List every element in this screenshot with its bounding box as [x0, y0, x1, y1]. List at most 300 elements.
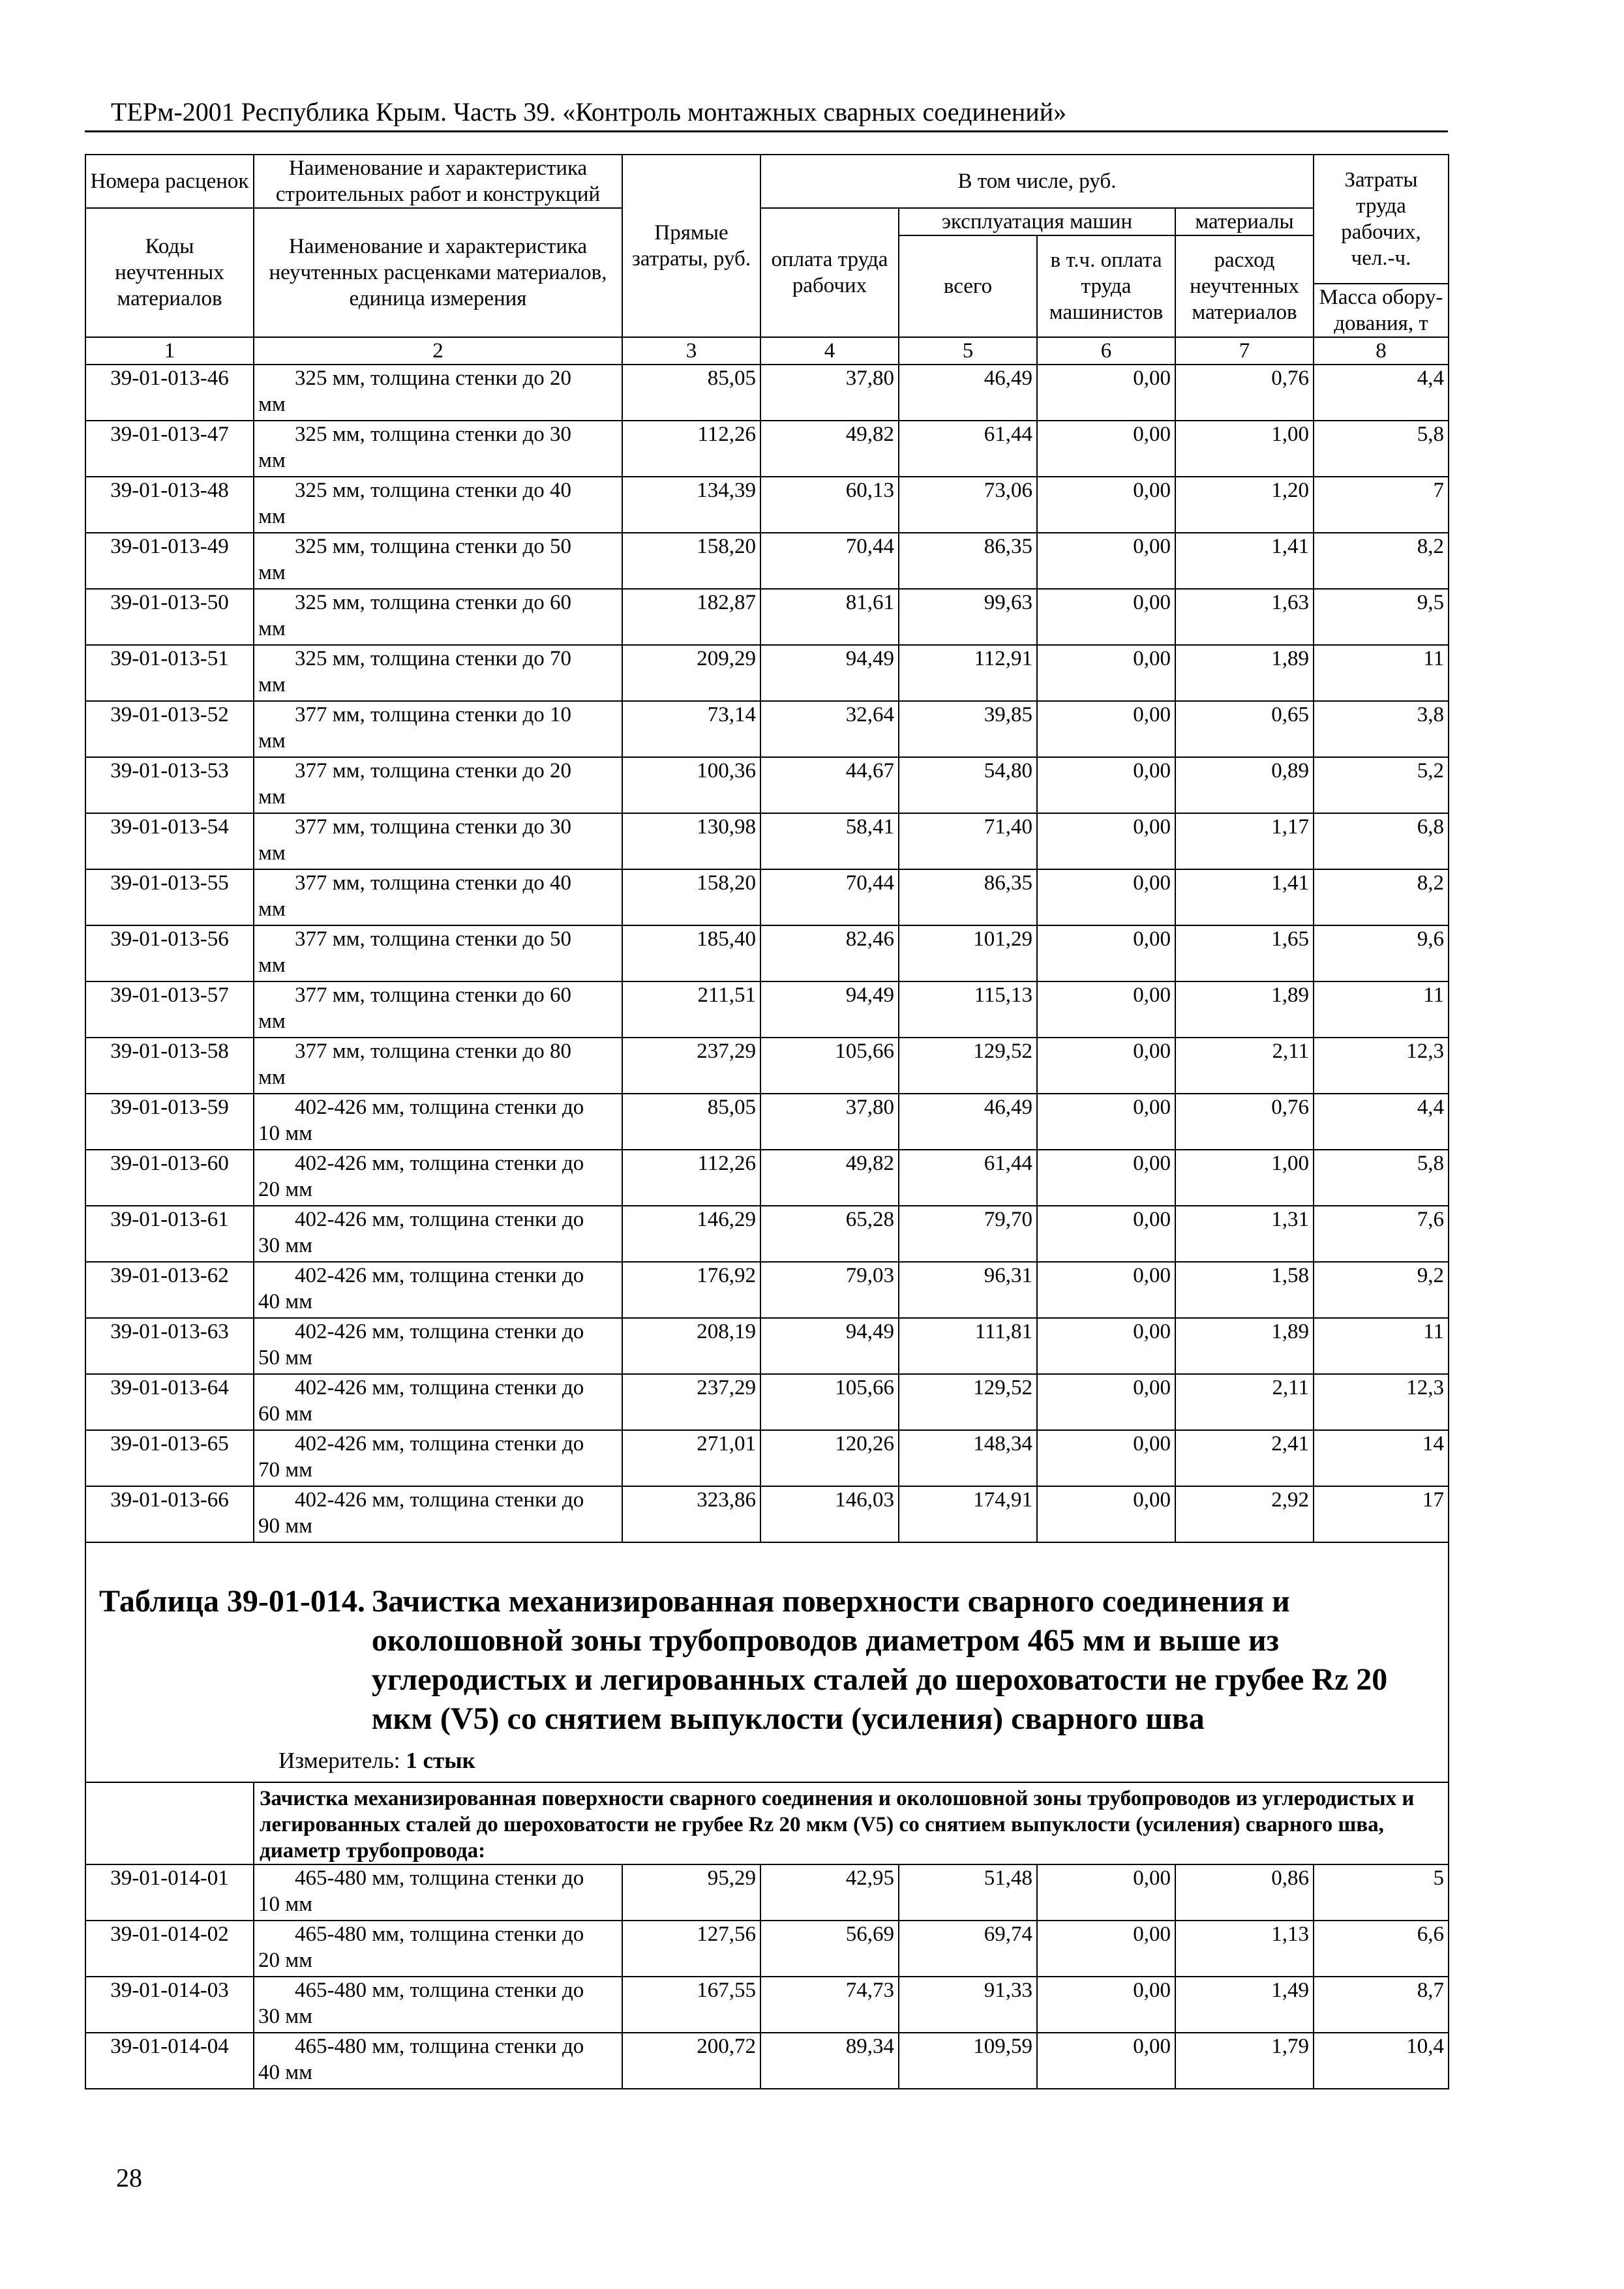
- equipment-mass: 6,8: [1314, 813, 1449, 869]
- work-name: [254, 813, 622, 869]
- equipment-mass: 6,6: [1314, 1921, 1449, 1977]
- table-row: [85, 2033, 1449, 2089]
- work-name-line2: мм: [258, 897, 286, 921]
- operators-pay: 0,00: [1037, 981, 1175, 1038]
- rate-code: 39-01-013-50: [85, 589, 254, 645]
- price-table: [85, 154, 1449, 2089]
- work-name-line1: 377 мм, толщина стенки до 50: [295, 927, 572, 951]
- work-name-line1: 325 мм, толщина стенки до 40: [295, 479, 572, 502]
- work-name: [254, 1038, 622, 1094]
- equipment-mass: 5,8: [1314, 421, 1449, 477]
- work-name: [254, 1374, 622, 1430]
- operators-pay: 0,00: [1037, 1038, 1175, 1094]
- labor-hours: 2,11: [1175, 1374, 1314, 1430]
- work-name-line1: 402-426 мм, толщина стенки до: [295, 1320, 584, 1343]
- work-name-line1: 377 мм, толщина стенки до 80: [295, 1040, 572, 1063]
- table-row: [85, 981, 1449, 1038]
- section-title-row: [85, 1542, 1449, 1782]
- labor-pay: 81,61: [760, 589, 899, 645]
- work-name-line2: мм: [258, 673, 286, 696]
- operators-pay: 0,00: [1037, 1864, 1175, 1921]
- equipment-mass: 11: [1314, 645, 1449, 701]
- machines-total: 109,59: [899, 2033, 1037, 2089]
- operators-pay: 0,00: [1037, 1094, 1175, 1150]
- description-spacer: [85, 1782, 254, 1864]
- machines-total: 51,48: [899, 1864, 1037, 1921]
- col-machines: эксплуатация машин: [899, 208, 1175, 235]
- labor-pay: 105,66: [760, 1374, 899, 1430]
- direct-costs: 237,29: [622, 1374, 760, 1430]
- work-name: [254, 1150, 622, 1206]
- work-name: [254, 477, 622, 533]
- work-name-line2: мм: [258, 785, 286, 809]
- col-codes-bottom: Коды неучтенных материалов: [85, 208, 254, 337]
- labor-hours: 1,13: [1175, 1921, 1314, 1977]
- labor-pay: 82,46: [760, 925, 899, 981]
- machines-total: 69,74: [899, 1921, 1037, 1977]
- col-number: 1: [85, 337, 254, 365]
- machines-total: 46,49: [899, 365, 1037, 421]
- table-row: [85, 869, 1449, 925]
- labor-hours: 1,89: [1175, 981, 1314, 1038]
- labor-hours: 1,17: [1175, 813, 1314, 869]
- labor-hours: 2,11: [1175, 1038, 1314, 1094]
- work-name-line2: мм: [258, 953, 286, 977]
- direct-costs: 158,20: [622, 533, 760, 589]
- operators-pay: 0,00: [1037, 1486, 1175, 1542]
- equipment-mass: 11: [1314, 1318, 1449, 1374]
- labor-pay: 49,82: [760, 1150, 899, 1206]
- operators-pay: 0,00: [1037, 533, 1175, 589]
- work-name: [254, 421, 622, 477]
- rate-code: 39-01-013-60: [85, 1150, 254, 1206]
- machines-total: 148,34: [899, 1430, 1037, 1486]
- labor-hours: 0,65: [1175, 701, 1314, 757]
- operators-pay: 0,00: [1037, 925, 1175, 981]
- work-name: [254, 533, 622, 589]
- work-name: [254, 1262, 622, 1318]
- direct-costs: 73,14: [622, 701, 760, 757]
- equipment-mass: 5: [1314, 1864, 1449, 1921]
- direct-costs: 146,29: [622, 1206, 760, 1262]
- equipment-mass: 14: [1314, 1430, 1449, 1486]
- labor-pay: 49,82: [760, 421, 899, 477]
- labor-hours: 2,92: [1175, 1486, 1314, 1542]
- rate-code: 39-01-013-47: [85, 421, 254, 477]
- labor-pay: 37,80: [760, 365, 899, 421]
- col-unaccounted-materials: расход неучтенных материалов: [1175, 235, 1314, 337]
- machines-total: 39,85: [899, 701, 1037, 757]
- col-direct-costs: Прямые затраты, руб.: [622, 155, 760, 337]
- work-name: [254, 981, 622, 1038]
- direct-costs: 134,39: [622, 477, 760, 533]
- labor-hours: 1,58: [1175, 1262, 1314, 1318]
- operators-pay: 0,00: [1037, 1977, 1175, 2033]
- labor-pay: 146,03: [760, 1486, 899, 1542]
- machines-total: 61,44: [899, 421, 1037, 477]
- labor-hours: 0,86: [1175, 1864, 1314, 1921]
- labor-pay: 42,95: [760, 1864, 899, 1921]
- operators-pay: 0,00: [1037, 1150, 1175, 1206]
- equipment-mass: 8,2: [1314, 533, 1449, 589]
- machines-total: 96,31: [899, 1262, 1037, 1318]
- work-name: [254, 1206, 622, 1262]
- table-row: [85, 925, 1449, 981]
- equipment-mass: 5,2: [1314, 757, 1449, 813]
- work-name: [254, 1977, 622, 2033]
- equipment-mass: 9,2: [1314, 1262, 1449, 1318]
- machines-total: 129,52: [899, 1038, 1037, 1094]
- work-name: [254, 1921, 622, 1977]
- direct-costs: 85,05: [622, 1094, 760, 1150]
- labor-pay: 60,13: [760, 477, 899, 533]
- operators-pay: 0,00: [1037, 365, 1175, 421]
- work-name-line2: 40 мм: [258, 2061, 313, 2084]
- labor-pay: 44,67: [760, 757, 899, 813]
- work-name-line2: мм: [258, 729, 286, 753]
- section-title-cell: [85, 1542, 1449, 1782]
- rate-code: 39-01-013-63: [85, 1318, 254, 1374]
- rate-code: 39-01-013-55: [85, 869, 254, 925]
- work-name-line1: 325 мм, толщина стенки до 60: [295, 591, 572, 614]
- direct-costs: 182,87: [622, 589, 760, 645]
- equipment-mass: 5,8: [1314, 1150, 1449, 1206]
- work-name-line2: 20 мм: [258, 1949, 313, 1972]
- machines-total: 73,06: [899, 477, 1037, 533]
- operators-pay: 0,00: [1037, 1374, 1175, 1430]
- work-name-line2: мм: [258, 841, 286, 865]
- table-row: [85, 813, 1449, 869]
- machines-total: 99,63: [899, 589, 1037, 645]
- labor-hours: 1,89: [1175, 645, 1314, 701]
- labor-pay: 94,49: [760, 981, 899, 1038]
- work-name-line2: 70 мм: [258, 1458, 313, 1482]
- labor-pay: 37,80: [760, 1094, 899, 1150]
- table-row: [85, 1430, 1449, 1486]
- labor-hours: 1,63: [1175, 589, 1314, 645]
- table-row: [85, 757, 1449, 813]
- work-name: [254, 1486, 622, 1542]
- work-name-line1: 402-426 мм, толщина стенки до: [295, 1208, 584, 1231]
- work-name-line1: 465-480 мм, толщина стенки до: [295, 2035, 584, 2058]
- col-labor-pay: оплата труда рабочих: [760, 208, 899, 337]
- work-name-line2: мм: [258, 1066, 286, 1089]
- work-name: [254, 925, 622, 981]
- table-row: [85, 365, 1449, 421]
- machines-total: 115,13: [899, 981, 1037, 1038]
- table-row: [85, 1150, 1449, 1206]
- direct-costs: 237,29: [622, 1038, 760, 1094]
- labor-hours: 1,20: [1175, 477, 1314, 533]
- col-number: 3: [622, 337, 760, 365]
- rate-code: 39-01-013-64: [85, 1374, 254, 1430]
- direct-costs: 323,86: [622, 1486, 760, 1542]
- col-equipment-mass: Масса обору-дования, т: [1314, 284, 1449, 337]
- labor-pay: 58,41: [760, 813, 899, 869]
- table-row: [85, 1206, 1449, 1262]
- rate-code: 39-01-013-57: [85, 981, 254, 1038]
- operators-pay: 0,00: [1037, 589, 1175, 645]
- rate-code: 39-01-013-62: [85, 1262, 254, 1318]
- labor-hours: 1,89: [1175, 1318, 1314, 1374]
- work-name: [254, 757, 622, 813]
- labor-pay: 120,26: [760, 1430, 899, 1486]
- equipment-mass: 8,7: [1314, 1977, 1449, 2033]
- unit-line: [99, 1748, 1448, 1774]
- work-name-line2: 30 мм: [258, 1234, 313, 1257]
- table-row: [85, 1374, 1449, 1430]
- equipment-mass: 9,5: [1314, 589, 1449, 645]
- direct-costs: 211,51: [622, 981, 760, 1038]
- work-name-line1: 377 мм, толщина стенки до 60: [295, 983, 572, 1007]
- rate-code: 39-01-013-48: [85, 477, 254, 533]
- labor-pay: 94,49: [760, 645, 899, 701]
- operators-pay: 0,00: [1037, 1430, 1175, 1486]
- labor-pay: 89,34: [760, 2033, 899, 2089]
- operators-pay: 0,00: [1037, 757, 1175, 813]
- col-number: 5: [899, 337, 1037, 365]
- col-operators-pay: в т.ч. оплата труда машинистов: [1037, 235, 1175, 337]
- direct-costs: 85,05: [622, 365, 760, 421]
- labor-pay: 94,49: [760, 1318, 899, 1374]
- machines-total: 46,49: [899, 1094, 1037, 1150]
- direct-costs: 95,29: [622, 1864, 760, 1921]
- labor-pay: 74,73: [760, 1977, 899, 2033]
- direct-costs: 209,29: [622, 645, 760, 701]
- work-name-line2: мм: [258, 505, 286, 528]
- rate-code: 39-01-014-03: [85, 1977, 254, 2033]
- direct-costs: 176,92: [622, 1262, 760, 1318]
- equipment-mass: 7,6: [1314, 1206, 1449, 1262]
- direct-costs: 185,40: [622, 925, 760, 981]
- table-number: Таблица 39-01-014.: [99, 1584, 365, 1619]
- equipment-mass: 17: [1314, 1486, 1449, 1542]
- work-name: [254, 2033, 622, 2089]
- page-header-title: ТЕРм-2001 Республика Крым. Часть 39. «Контроль монтажных сварных соединений»: [111, 97, 1067, 127]
- col-number: 8: [1314, 337, 1449, 365]
- direct-costs: 271,01: [622, 1430, 760, 1486]
- labor-hours: 1,49: [1175, 1977, 1314, 2033]
- direct-costs: 100,36: [622, 757, 760, 813]
- equipment-mass: 4,4: [1314, 365, 1449, 421]
- table-row: [85, 645, 1449, 701]
- col-machines-total: всего: [899, 235, 1037, 337]
- equipment-mass: 12,3: [1314, 1374, 1449, 1430]
- labor-hours: 1,31: [1175, 1206, 1314, 1262]
- work-name-line1: 377 мм, толщина стенки до 10: [295, 703, 572, 726]
- work-name-line1: 465-480 мм, толщина стенки до: [295, 1866, 584, 1890]
- work-name-line1: 465-480 мм, толщина стенки до: [295, 1979, 584, 2002]
- work-name-line1: 402-426 мм, толщина стенки до: [295, 1152, 584, 1175]
- operators-pay: 0,00: [1037, 1921, 1175, 1977]
- labor-hours: 1,00: [1175, 421, 1314, 477]
- work-name-line2: 10 мм: [258, 1893, 313, 1916]
- work-name-line1: 377 мм, толщина стенки до 30: [295, 815, 572, 839]
- page-number: 28: [116, 2163, 142, 2192]
- work-name-line2: 50 мм: [258, 1346, 313, 1369]
- labor-hours: 0,76: [1175, 365, 1314, 421]
- work-name: [254, 1864, 622, 1921]
- labor-hours: 1,00: [1175, 1150, 1314, 1206]
- table-row: [85, 477, 1449, 533]
- machines-total: 112,91: [899, 645, 1037, 701]
- table-row: [85, 1977, 1449, 2033]
- work-name-line1: 325 мм, толщина стенки до 20: [295, 367, 572, 390]
- direct-costs: 200,72: [622, 2033, 760, 2089]
- table-row: [85, 1486, 1449, 1542]
- col-number: 4: [760, 337, 899, 365]
- table-row: [85, 1921, 1449, 1977]
- work-name: [254, 1094, 622, 1150]
- equipment-mass: 7: [1314, 477, 1449, 533]
- work-name-line1: 402-426 мм, толщина стенки до: [295, 1376, 584, 1399]
- work-name-line1: 402-426 мм, толщина стенки до: [295, 1432, 584, 1456]
- labor-pay: 32,64: [760, 701, 899, 757]
- labor-pay: 70,44: [760, 533, 899, 589]
- section-title: [99, 1582, 1448, 1739]
- labor-pay: 79,03: [760, 1262, 899, 1318]
- direct-costs: 208,19: [622, 1318, 760, 1374]
- work-name-line1: 325 мм, толщина стенки до 70: [295, 647, 572, 670]
- work-name-line1: 465-480 мм, толщина стенки до: [295, 1922, 584, 1946]
- table-row: [85, 1262, 1449, 1318]
- rate-code: 39-01-013-53: [85, 757, 254, 813]
- rate-code: 39-01-013-65: [85, 1430, 254, 1486]
- rate-code: 39-01-013-58: [85, 1038, 254, 1094]
- equipment-mass: 3,8: [1314, 701, 1449, 757]
- work-name-line2: 20 мм: [258, 1178, 313, 1201]
- work-name: [254, 645, 622, 701]
- col-name-top: Наименование и характеристика строительных работ и конструкций: [254, 155, 622, 208]
- work-name-line2: 30 мм: [258, 2005, 313, 2028]
- work-name-line1: 377 мм, толщина стенки до 40: [295, 871, 572, 895]
- machines-total: 86,35: [899, 869, 1037, 925]
- work-name-line2: 90 мм: [258, 1514, 313, 1538]
- work-name-line2: мм: [258, 1010, 286, 1033]
- work-name-line2: 60 мм: [258, 1402, 313, 1426]
- work-name-line1: 325 мм, толщина стенки до 50: [295, 535, 572, 558]
- work-name: [254, 869, 622, 925]
- labor-pay: 56,69: [760, 1921, 899, 1977]
- operators-pay: 0,00: [1037, 813, 1175, 869]
- work-name: [254, 1318, 622, 1374]
- rate-code: 39-01-013-66: [85, 1486, 254, 1542]
- equipment-mass: 8,2: [1314, 869, 1449, 925]
- work-name-line2: 10 мм: [258, 1122, 313, 1145]
- work-name: [254, 1430, 622, 1486]
- direct-costs: 130,98: [622, 813, 760, 869]
- rate-code: 39-01-013-46: [85, 365, 254, 421]
- machines-total: 61,44: [899, 1150, 1037, 1206]
- rate-code: 39-01-014-02: [85, 1921, 254, 1977]
- operators-pay: 0,00: [1037, 869, 1175, 925]
- labor-hours: 1,65: [1175, 925, 1314, 981]
- machines-total: 101,29: [899, 925, 1037, 981]
- table-row: [85, 1094, 1449, 1150]
- col-materials: материалы: [1175, 208, 1314, 235]
- work-name-line1: 377 мм, толщина стенки до 20: [295, 759, 572, 783]
- direct-costs: 167,55: [622, 1977, 760, 2033]
- labor-hours: 1,41: [1175, 533, 1314, 589]
- col-including: В том числе, руб.: [760, 155, 1314, 208]
- machines-total: 71,40: [899, 813, 1037, 869]
- rate-code: 39-01-014-04: [85, 2033, 254, 2089]
- operators-pay: 0,00: [1037, 2033, 1175, 2089]
- rate-code: 39-01-013-49: [85, 533, 254, 589]
- rate-code: 39-01-013-52: [85, 701, 254, 757]
- machines-total: 91,33: [899, 1977, 1037, 2033]
- operators-pay: 0,00: [1037, 645, 1175, 701]
- work-name-line1: 402-426 мм, толщина стенки до: [295, 1096, 584, 1119]
- operators-pay: 0,00: [1037, 477, 1175, 533]
- work-name-line2: мм: [258, 449, 286, 472]
- machines-total: 79,70: [899, 1206, 1037, 1262]
- table-row: [85, 533, 1449, 589]
- machines-total: 174,91: [899, 1486, 1037, 1542]
- labor-hours: 1,41: [1175, 869, 1314, 925]
- machines-total: 54,80: [899, 757, 1037, 813]
- direct-costs: 112,26: [622, 421, 760, 477]
- col-number: 6: [1037, 337, 1175, 365]
- equipment-mass: 11: [1314, 981, 1449, 1038]
- col-number: 7: [1175, 337, 1314, 365]
- equipment-mass: 4,4: [1314, 1094, 1449, 1150]
- rate-code: 39-01-013-54: [85, 813, 254, 869]
- direct-costs: 112,26: [622, 1150, 760, 1206]
- work-name-line1: 402-426 мм, толщина стенки до: [295, 1488, 584, 1512]
- rate-code: 39-01-014-01: [85, 1864, 254, 1921]
- rate-code: 39-01-013-56: [85, 925, 254, 981]
- table-title: Зачистка механизированная поверхности сварного соединения и околошовной зоны трубопроводов диаметром 465 мм и выше из углеродистых и легированных сталей до шероховатости не грубее Rz 20 мкм (V5) со снятием выпуклости (усиления) сварного шва: [371, 1584, 1388, 1736]
- col-name-bottom: Наименование и характеристика неучтенных расценками материалов, единица измерения: [254, 208, 622, 337]
- table-row: [85, 701, 1449, 757]
- labor-hours: 2,41: [1175, 1430, 1314, 1486]
- labor-pay: 65,28: [760, 1206, 899, 1262]
- work-name-line2: 40 мм: [258, 1290, 313, 1313]
- rate-code: 39-01-013-59: [85, 1094, 254, 1150]
- table-row: [85, 421, 1449, 477]
- labor-hours: 1,79: [1175, 2033, 1314, 2089]
- labor-hours: 0,76: [1175, 1094, 1314, 1150]
- machines-total: 111,81: [899, 1318, 1037, 1374]
- machines-total: 129,52: [899, 1374, 1037, 1430]
- machines-total: 86,35: [899, 533, 1037, 589]
- unit-label: Измеритель:: [278, 1748, 400, 1773]
- work-name-line2: мм: [258, 561, 286, 584]
- work-name: [254, 701, 622, 757]
- rate-code: 39-01-013-51: [85, 645, 254, 701]
- rate-code: 39-01-013-61: [85, 1206, 254, 1262]
- unit-value: 1 стык: [406, 1748, 475, 1773]
- work-name-line2: мм: [258, 617, 286, 640]
- equipment-mass: 12,3: [1314, 1038, 1449, 1094]
- operators-pay: 0,00: [1037, 421, 1175, 477]
- table-row: [85, 1038, 1449, 1094]
- table-row: [85, 1318, 1449, 1374]
- work-name-line2: мм: [258, 393, 286, 416]
- header-rule: [85, 130, 1448, 132]
- col-labor-costs: Затраты труда рабочих, чел.-ч.: [1314, 155, 1449, 284]
- col-codes-top: Номера расценок: [85, 155, 254, 208]
- operators-pay: 0,00: [1037, 1318, 1175, 1374]
- work-name-line1: 325 мм, толщина стенки до 30: [295, 423, 572, 446]
- labor-pay: 70,44: [760, 869, 899, 925]
- col-number: 2: [254, 337, 622, 365]
- equipment-mass: 10,4: [1314, 2033, 1449, 2089]
- labor-hours: 0,89: [1175, 757, 1314, 813]
- table-row: [85, 589, 1449, 645]
- operators-pay: 0,00: [1037, 701, 1175, 757]
